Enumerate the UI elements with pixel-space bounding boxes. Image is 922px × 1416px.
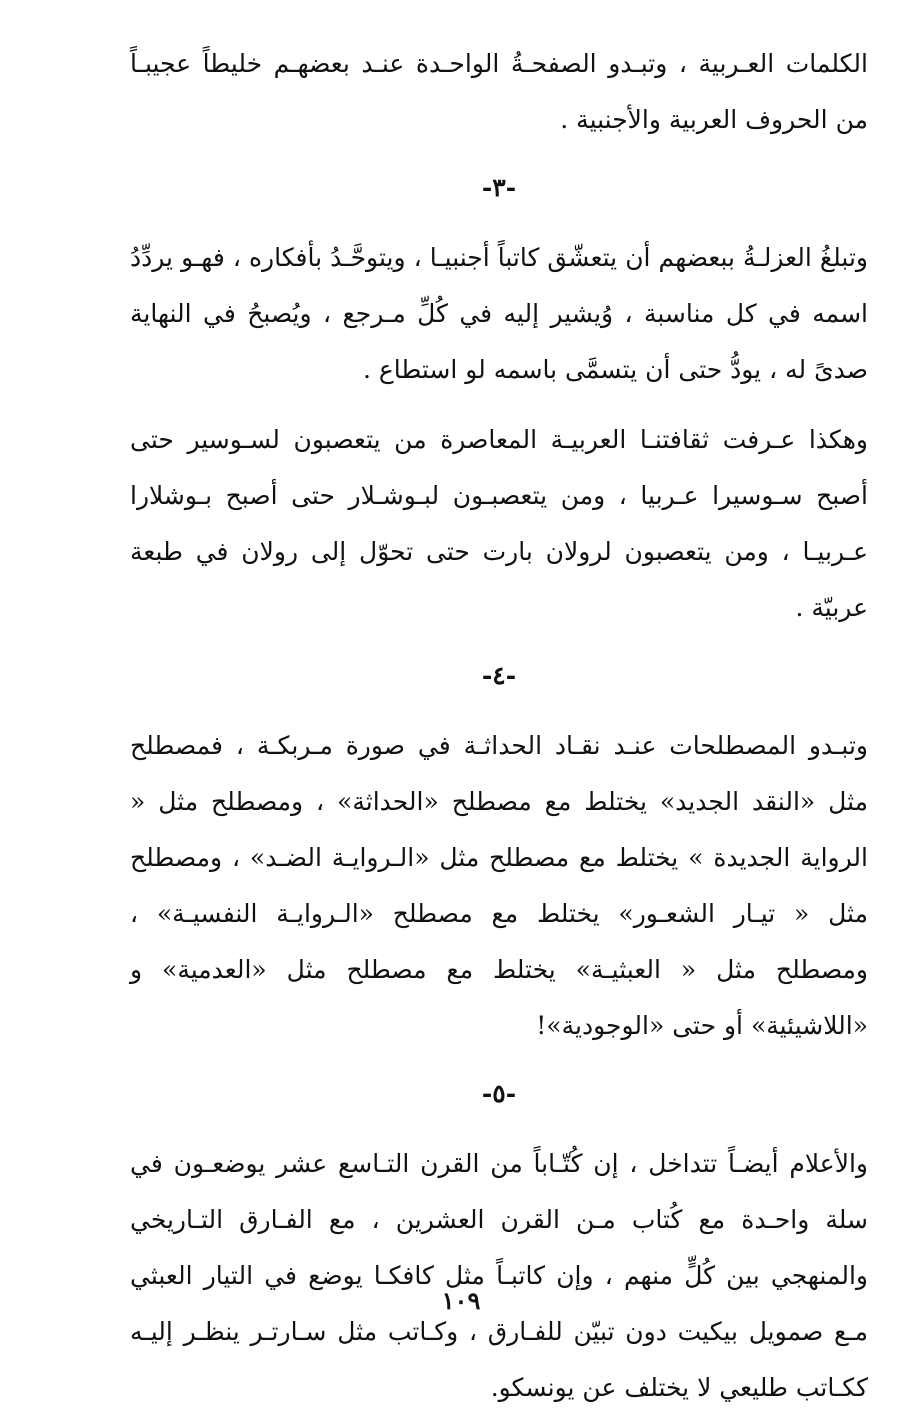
page-number: ١٠٩ — [441, 1286, 481, 1315]
section-marker-5: -٥- — [481, 1079, 517, 1108]
section-marker-3: -٣- — [481, 173, 517, 202]
paragraph: والأعلام أيضـاً تتداخل ، إن كُتّـاباً من القرن التـاسع عشر يوضعـون في سلة واحـدة مع كُتاب مـن القرن العشرين ، مع الفـارق التـاريخي والمنهجي بين كُلٍّ منهم ، وإن كاتبـاً مثل كافكـا يوضع في التيار العبثي مـع صمويل بيكيت دون تبيّن للفـارق ، وكـاتب مثل سـارتـر ينظـر إليـه ككـاتب طليعي لا يختلف عن يونسكو. — [130, 1149, 868, 1402]
page-body — [130, 36, 868, 1416]
paragraph: وتبـدو المصطلحات عنـد نقـاد الحداثـة في صورة مـربكـة ، فمصطلح مثل «النقد الجديد» يختلط مع مصطلح «الحداثة» ، ومصطلح مثل « الرواية الجديدة » يختلط مع مصطلح مثل «الـروايـة الضـد» ، ومصطلح مثل « تيـار الشعـور» يختلط مع مصطلح «الـروايـة النفسيـة» ، ومصطلح مثل « العبثيـة» يختلط مع مصطلح مثل «العدمية» و «اللاشيئية» أو حتى «الوجودية»! — [130, 731, 868, 1040]
paragraph: الكلمات العـربية ، وتبـدو الصفحـةُ الواحـدة عنـد بعضهـم خليطاً عجيبـاً من الحروف العربية والأجنبية . — [130, 49, 868, 134]
paragraph: وهكذا عـرفت ثقافتنـا العربيـة المعاصرة من يتعصبون لسـوسير حتى أصبح سـوسيرا عـربيا ، ومن يتعصبـون لبـوشـلار حتى أصبح بـوشلارا عـربيـا ، ومن يتعصبون لرولان بارت حتى تحوّل إلى رولان في طبعة عربيّة . — [130, 425, 868, 622]
paragraph: وتبلغُ العزلـةُ ببعضهم أن يتعشّق كاتباً أجنبيـا ، ويتوحَّـدُ بأفكاره ، فهـو يردِّدُ اسمه في كل مناسبة ، وُيشير إليه في كُلِّ مـرجع ، ويُصبحُ في النهاية صدىً له ، يودُّ حتى أن يتسمَّى باسمه لو استطاع . — [130, 243, 868, 384]
section-marker-4: -٤- — [481, 661, 517, 690]
